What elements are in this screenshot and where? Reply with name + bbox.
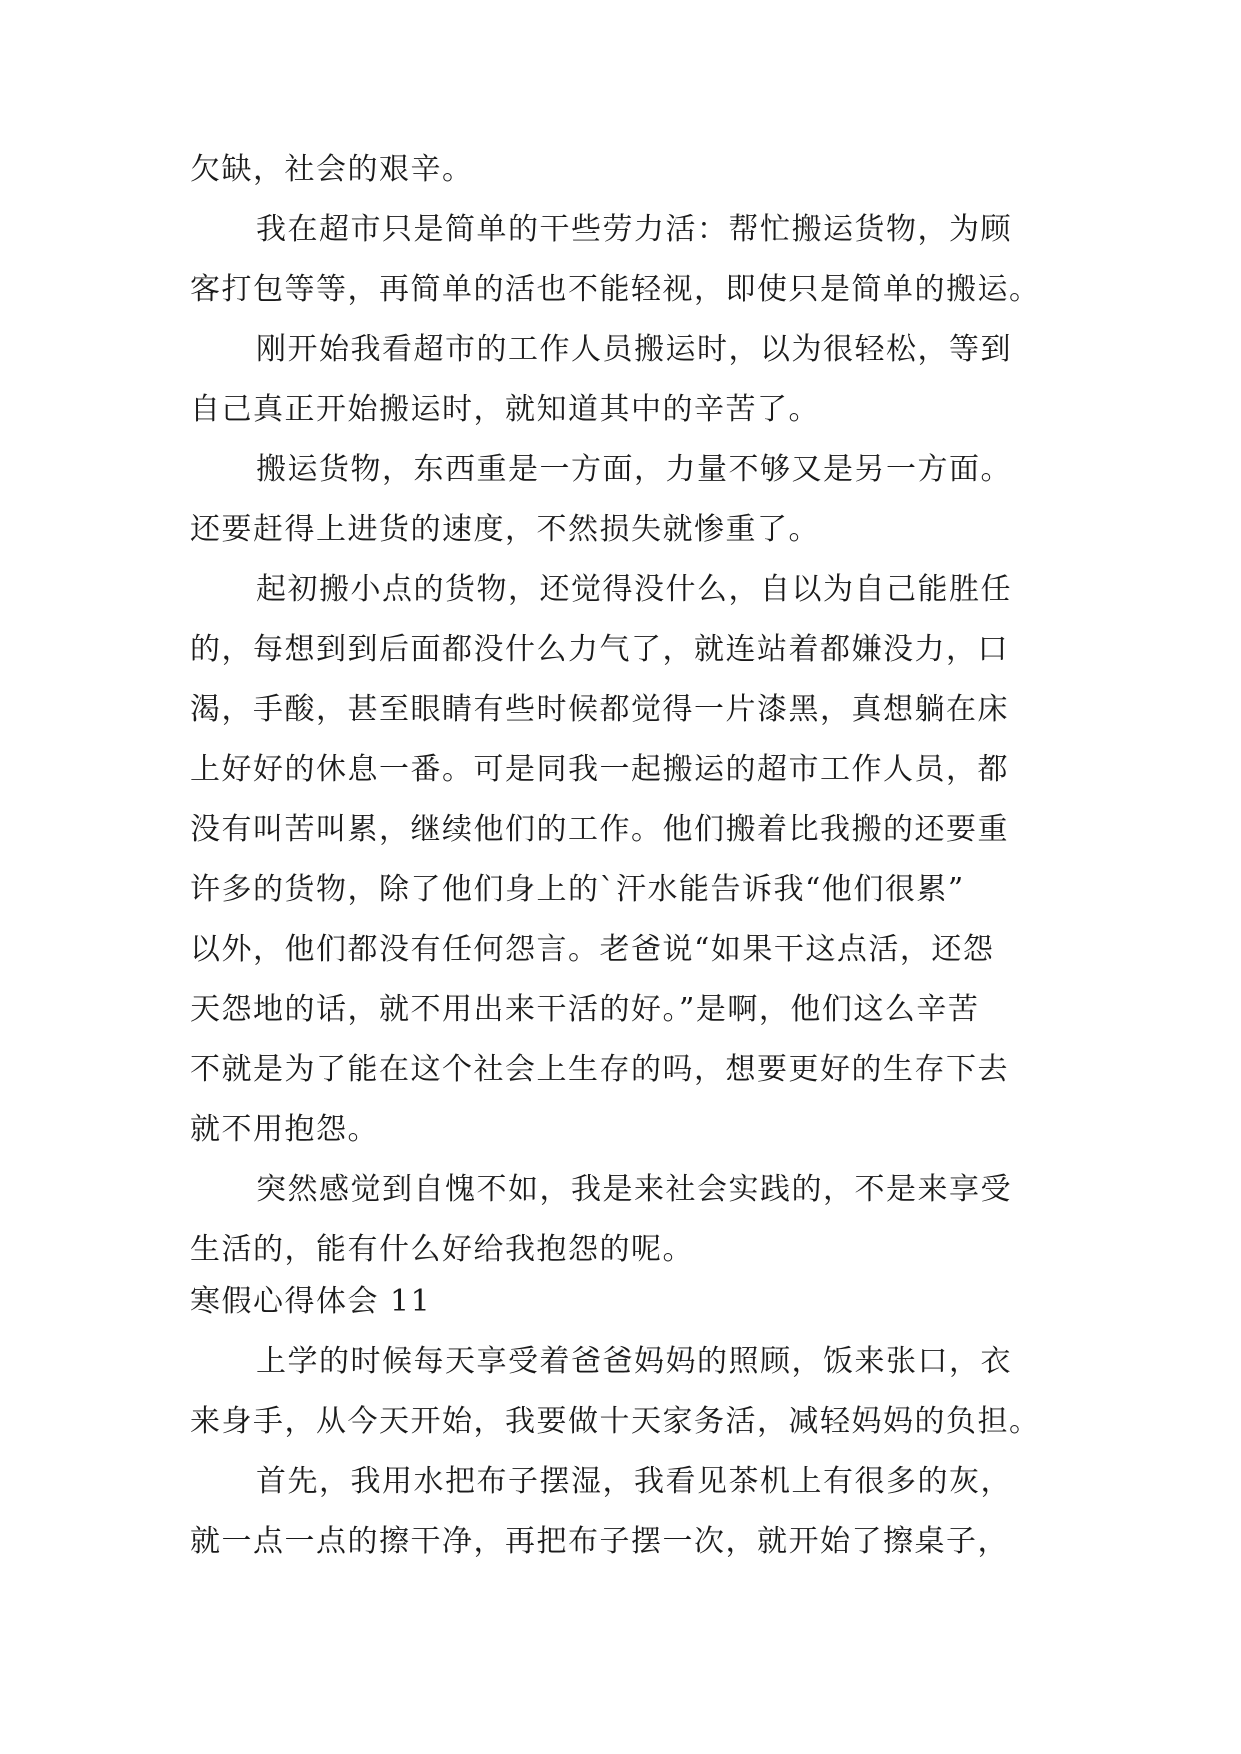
text-line: 上好好的休息一番。可是同我一起搬运的超市工作人员，都 bbox=[190, 752, 1009, 787]
text-line: 欠缺，社会的艰辛。 bbox=[190, 152, 474, 187]
text-line: 没有叫苦叫累，继续他们的工作。他们搬着比我搬的还要重 bbox=[190, 812, 1009, 847]
text-line: 就不用抱怨。 bbox=[190, 1112, 379, 1147]
text-line: 以外，他们都没有任何怨言。老爸说“如果干这点活，还怨 bbox=[190, 932, 995, 967]
text-line: 天怨地的话，就不用出来干活的好。”是啊，他们这么辛苦 bbox=[190, 992, 980, 1027]
text-line: 来身手，从今天开始，我要做十天家务活，减轻妈妈的负担。 bbox=[190, 1404, 1041, 1439]
paragraph-first-line: 搬运货物，东西重是一方面，力量不够又是另一方面。 bbox=[256, 452, 1012, 487]
text-line: 许多的货物，除了他们身上的`汗水能告诉我“他们很累” bbox=[190, 872, 965, 907]
paragraph-first-line: 首先，我用水把布子摆湿，我看见茶机上有很多的灰， bbox=[256, 1464, 1012, 1499]
text-line: 客打包等等，再简单的活也不能轻视，即使只是简单的搬运。 bbox=[190, 272, 1041, 307]
text-line: 渴，手酸，甚至眼睛有些时候都觉得一片漆黑，真想躺在床 bbox=[190, 692, 1009, 727]
paragraph-first-line: 刚开始我看超市的工作人员搬运时，以为很轻松，等到 bbox=[256, 332, 1012, 367]
text-line: 还要赶得上进货的速度，不然损失就惨重了。 bbox=[190, 512, 820, 547]
paragraph-first-line: 我在超市只是简单的干些劳力活：帮忙搬运货物，为顾 bbox=[256, 212, 1012, 247]
text-line: 就一点一点的擦干净，再把布子摆一次，就开始了擦桌子， bbox=[190, 1524, 1009, 1559]
section-heading: 寒假心得体会 11 bbox=[190, 1284, 432, 1319]
text-line: 不就是为了能在这个社会上生存的吗，想要更好的生存下去 bbox=[190, 1052, 1009, 1087]
text-line: 自己真正开始搬运时，就知道其中的辛苦了。 bbox=[190, 392, 820, 427]
paragraph-first-line: 起初搬小点的货物，还觉得没什么，自以为自己能胜任 bbox=[256, 572, 1012, 607]
text-line: 的，每想到到后面都没什么力气了，就连站着都嫌没力，口 bbox=[190, 632, 1009, 667]
paragraph-first-line: 突然感觉到自愧不如，我是来社会实践的，不是来享受 bbox=[256, 1172, 1012, 1207]
text-line: 生活的，能有什么好给我抱怨的呢。 bbox=[190, 1232, 694, 1267]
paragraph-first-line: 上学的时候每天享受着爸爸妈妈的照顾，饭来张口，衣 bbox=[256, 1344, 1012, 1379]
